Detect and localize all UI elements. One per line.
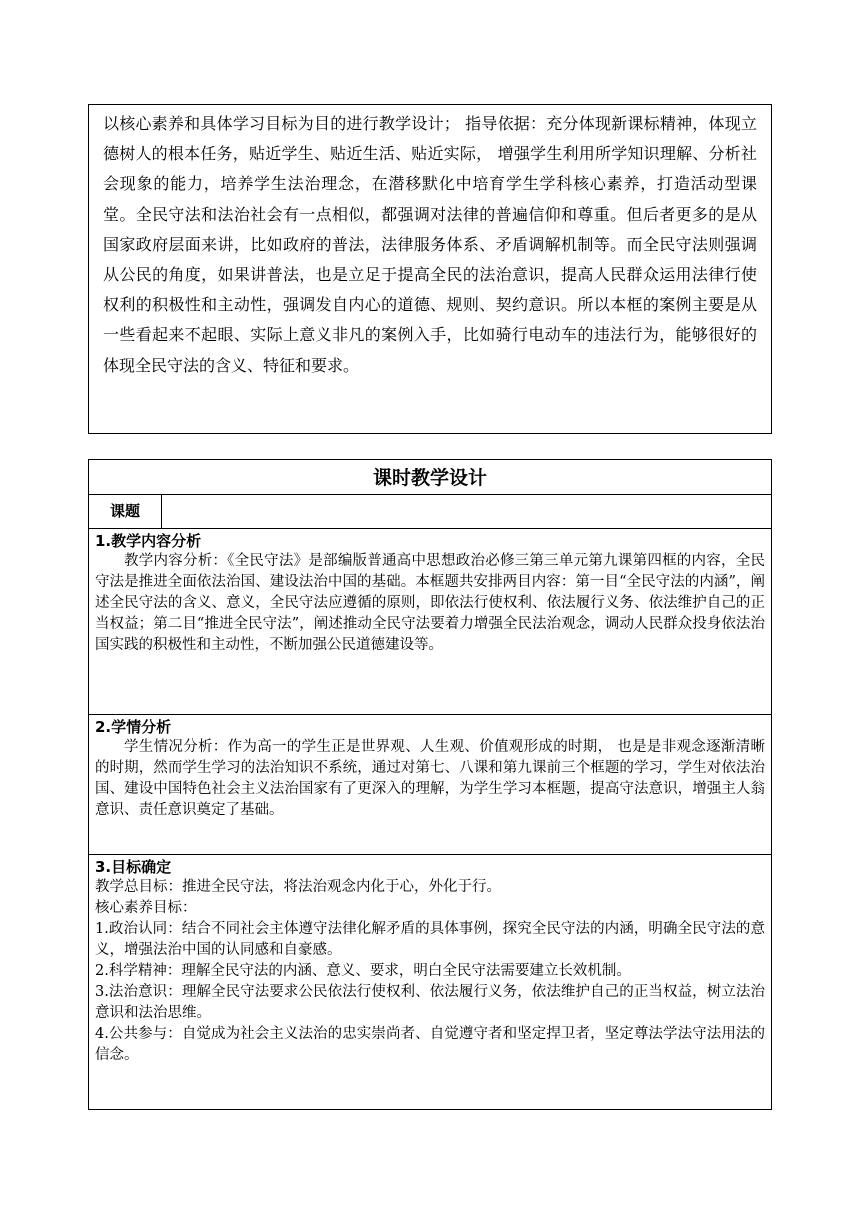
table-title: 课时教学设计 [89, 460, 771, 495]
topic-label: 课题 [89, 495, 162, 528]
goal-item: 1.政治认同：结合不同社会主体遵守法律化解矛盾的具体事例，探究全民守法的内涵，明确全民守法的意义，增强法治中国的认同感和自豪感。 [95, 921, 765, 958]
topic-value [162, 495, 771, 528]
goal-item: 2.科学精神：理解全民守法的内涵、意义、要求，明白全民守法需要建立长效机制。 [95, 963, 631, 979]
design-rationale-box [88, 104, 772, 434]
topic-row [89, 495, 771, 529]
section-heading: 3.目标确定 [95, 858, 172, 876]
section-goals [89, 855, 771, 1109]
design-rationale-text: 以核心素养和具体学习目标为目的进行教学设计； 指导依据：充分体现新课标精神，体现立德树人的根本任务，贴近学生、贴近生活、贴近实际， 增强学生利用所学知识理解、分析社会现象的能力，培养学生法治理念，在潜移默化中培育学生学科核心素养，打造活动型课堂。全民守法和法治社会有一点相似，都强调对法律的普遍信仰和尊重。但后者更多的是从国家政府层面来讲，比如政府的普法，法律服务体系、矛盾调解机制等。而全民守法则强调从公民的角度，如果讲普法，也是立足于提高全民的法治意识，提高人民群众运用法律行使权利的积极性和主动性，强调发自内心的道德、规则、契约意识。所以本框的案例主要是从一些看起来不起眼、实际上意义非凡的案例入手，比如骑行电动车的违法行为，能够很好的体现全民守法的含义、特征和要求。 [103, 114, 757, 375]
section-body: 学生情况分析：作为高一的学生正是世界观、人生观、价值观形成的时期， 也是是非观念逐渐清晰的时期，然而学生学习的法治知识不系统，通过对第七、八课和第九课前三个框题的学习，学生对依法治国、建设中国特色社会主义法治国家有了更深入的理解，为学生学习本框题，提高守法意识，增强主人翁意识、责任意识奠定了基础。 [95, 739, 765, 818]
core-goal-label: 核心素养目标： [95, 900, 197, 916]
goal-item: 4.公共参与：自觉成为社会主义法治的忠实崇尚者、自觉遵守者和坚定捍卫者，坚定尊法学法守法用法的信念。 [95, 1026, 765, 1063]
lesson-design-table [88, 459, 772, 1110]
section-heading: 2.学情分析 [95, 718, 172, 736]
goal-item: 3.法治意识：理解全民守法要求公民依法行使权利、依法履行义务，依法维护自己的正当权益，树立法治意识和法治思维。 [95, 984, 765, 1021]
section-body: 教学内容分析：《全民守法》是部编版普通高中思想政治必修三第三单元第九课第四框的内容，全民守法是推进全面依法治国、建设法治中国的基础。本框题共安排两目内容：第一目“全民守法的内涵”，阐述全民守法的含义、意义，全民守法应遵循的原则，即依法行使权利、依法履行义务、依法维护自己的正当权益；第二目“推进全民守法”，阐述推动全民守法要着力增强全民法治观念，调动人民群众投身依法治国实践的积极性和主动性，不断加强公民道德建设等。 [95, 553, 765, 653]
section-heading: 1.教学内容分析 [95, 532, 202, 550]
overall-goal: 教学总目标：推进全民守法，将法治观念内化于心，外化于行。 [95, 879, 501, 895]
section-student-analysis [89, 715, 771, 855]
section-content-analysis [89, 529, 771, 715]
